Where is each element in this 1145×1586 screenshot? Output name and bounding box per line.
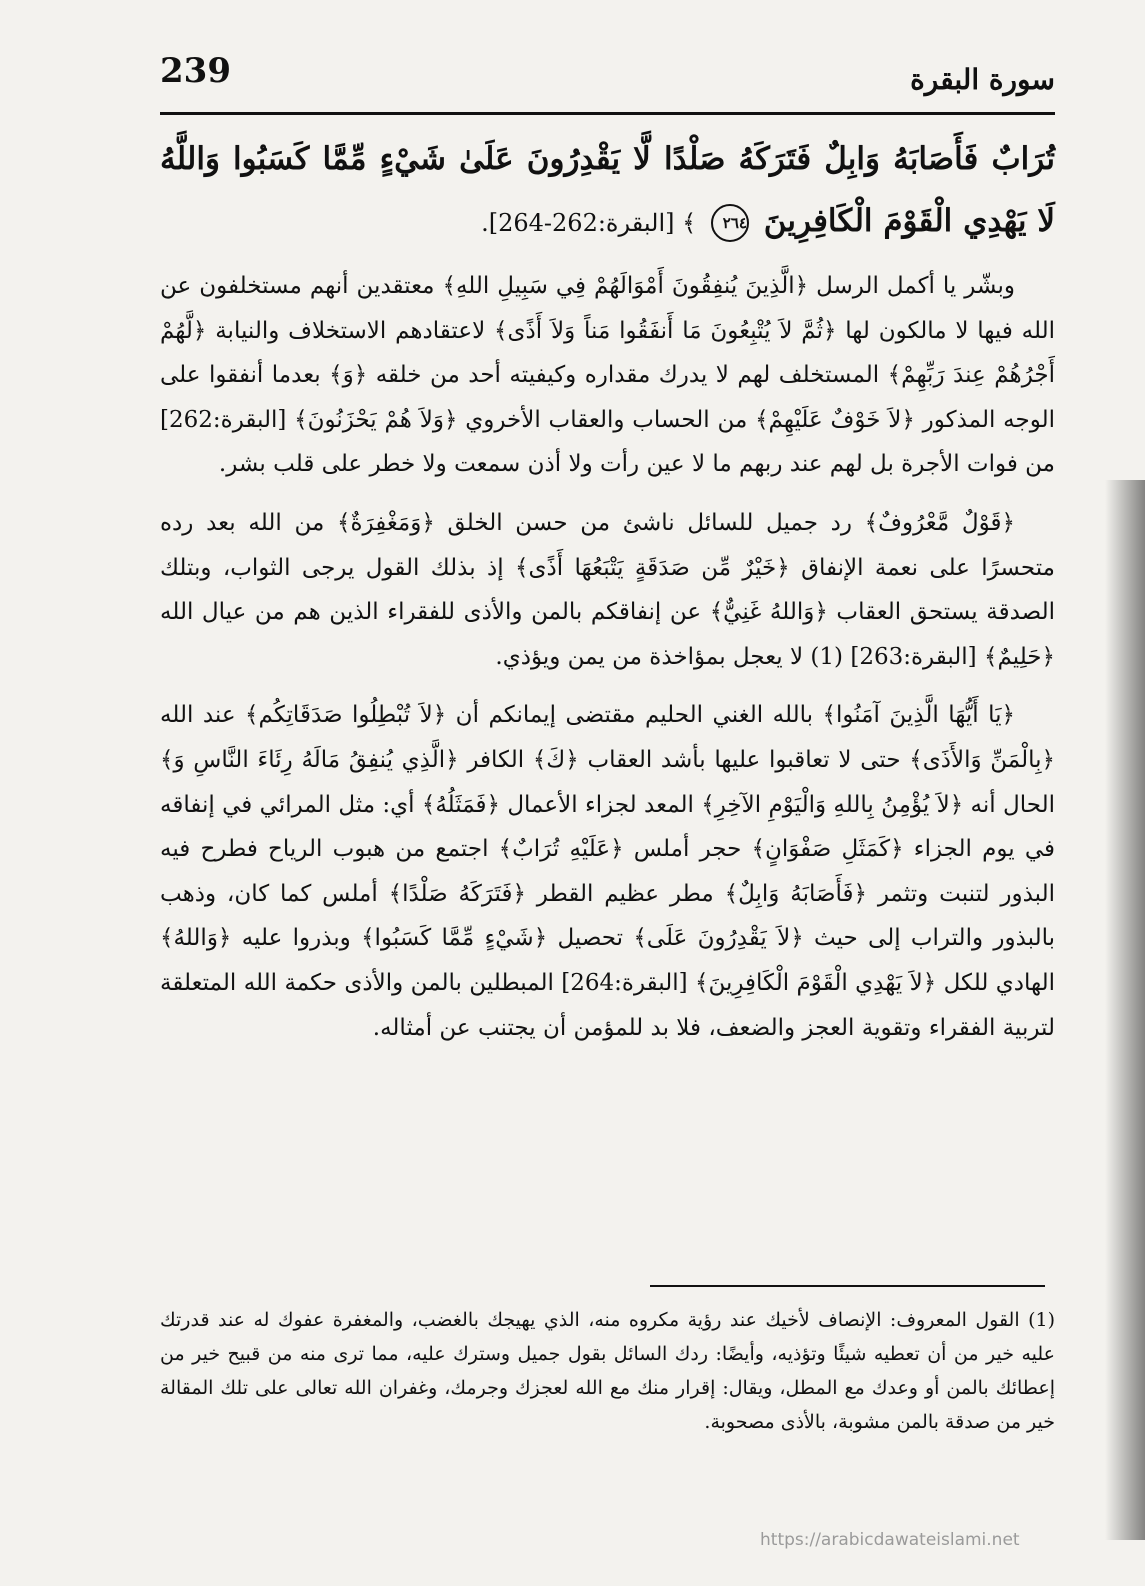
main-text <box>160 128 1055 1050</box>
quran-verse-text: تُرَابٌ فَأَصَابَهُ وَابِلٌ فَتَرَكَهُ صَلْدًا لَّا يَقْدِرُونَ عَلَىٰ شَيْءٍ مِّمَّا كَسَبُوا وَاللَّهُ لَا يَهْدِي الْقَوْمَ الْكَافِرِينَ <box>160 141 1055 239</box>
surah-title: سورة البقرة <box>910 63 1055 96</box>
footnote: (1) القول المعروف: الإنصاف لأخيك عند رؤية مكروه منه، الذي يهيجك بالغضب، والمغفرة عفوك له عند قدرتك عليه خير من أن تعطيه شيئًا وتؤذيه، وأيضًا: ردك السائل بقول جميل وسترك عليه، مما ترى منه من قبيح خير من إعطائك بالمن أو وعدك مع المطل، ويقال: إقرار منك مع الله لعجزك وجرمك، وغفران الله تعالى على تلك المقالة خير من صدقة بالمن مشوبة، بالأذى مصحوبة. <box>160 1309 1055 1433</box>
scan-shadow <box>1105 480 1145 1540</box>
header-divider <box>160 112 1055 115</box>
verse-reference: ﴾ [البقرة:262-264]. <box>481 209 697 237</box>
ayah-number-badge: ٢٦٤ <box>711 204 749 242</box>
page-header <box>160 45 1055 110</box>
footnote-divider <box>650 1285 1045 1287</box>
tafsir-paragraph: ﴿يَا أَيُّهَا الَّذِينَ آمَنُوا﴾ بالله الغني الحليم مقتضى إيمانكم أن ﴿لاَ تُبْطِلُوا صَدَقَاتِكُم﴾ عند الله ﴿بِالْمَنِّ وَالأَذَى﴾ حتى لا تعاقبوا عليها بأشد العقاب ﴿كَ﴾ الكافر ﴿الَّذِي يُنفِقُ مَالَهُ رِئَاءَ النَّاسِ وَ﴾ الحال أنه ﴿لاَ يُؤْمِنُ بِاللهِ وَالْيَوْمِ الآخِرِ﴾ المعد لجزاء الأعمال ﴿فَمَثَلُهُ﴾ أي: مثل المرائي في إنفاقه في يوم الجزاء ﴿كَمَثَلِ صَفْوَانٍ﴾ حجر أملس ﴿عَلَيْهِ تُرَابٌ﴾ اجتمع من هبوب الرياح فطرح فيه البذور لتنبت وتثمر ﴿فَأَصَابَهُ وَابِلٌ﴾ مطر عظيم القطر ﴿فَتَرَكَهُ صَلْدًا﴾ أملس كما كان، وذهب بالبذور والتراب إلى حيث ﴿لاَ يَقْدِرُونَ عَلَى﴾ تحصيل ﴿شَيْءٍ مِّمَّا كَسَبُوا﴾ وبذروا عليه ﴿وَاللهُ﴾ الهادي للكل ﴿لاَ يَهْدِي الْقَوْمَ الْكَافِرِينَ﴾ [البقرة:264] المبطلين بالمن والأذى حكمة الله المتعلقة لتربية الفقراء وتقوية العجز والضعف، فلا بد للمؤمن أن يجتنب عن أمثاله. <box>160 702 1055 1041</box>
page-number: 239 <box>160 51 231 91</box>
quran-verse-block <box>160 128 1055 254</box>
tafsir-paragraph: وبشّر يا أكمل الرسل ﴿الَّذِينَ يُنفِقُونَ أَمْوَالَهُمْ فِي سَبِيلِ اللهِ﴾ معتقدين أنهم مستخلفون عن الله فيها لا مالكون لها ﴿ثُمَّ لاَ يُتْبِعُونَ مَا أَنفَقُوا مَناً وَلاَ أَذًى﴾ لاعتقادهم الاستخلاف والنيابة ﴿لَّهُمْ أَجْرُهُمْ عِندَ رَبِّهِمْ﴾ المستخلف لهم لا يدرك مقداره وكيفيته أحد من خلقه ﴿وَ﴾ بعدما أنفقوا على الوجه المذكور ﴿لاَ خَوْفٌ عَلَيْهِمْ﴾ من الحساب والعقاب الأخروي ﴿وَلاَ هُمْ يَحْزَنُونَ﴾ [البقرة:262] من فوات الأجرة بل لهم عند ربهم ما لا عين رأت ولا أذن سمعت ولا خطر على قلب بشر. <box>160 273 1055 478</box>
watermark-url: https://arabicdawateislami.net <box>760 1530 1020 1550</box>
tafsir-paragraph: ﴿قَوْلٌ مَّعْرُوفٌ﴾ رد جميل للسائل ناشئ من حسن الخلق ﴿وَمَغْفِرَةٌ﴾ من الله بعد رده متحسرًا على نعمة الإنفاق ﴿خَيْرٌ مِّن صَدَقَةٍ يَتْبَعُهَا أَذًى﴾ إذ بذلك القول يرجى الثواب، وبتلك الصدقة يستحق العقاب ﴿وَاللهُ غَنِيٌّ﴾ عن إنفاقكم بالمن والأذى للفقراء الذين هم من عيال الله ﴿حَلِيمٌ﴾ [البقرة:263] (1) لا يعجل بمؤاخذة من يمن ويؤذي. <box>160 509 1055 670</box>
